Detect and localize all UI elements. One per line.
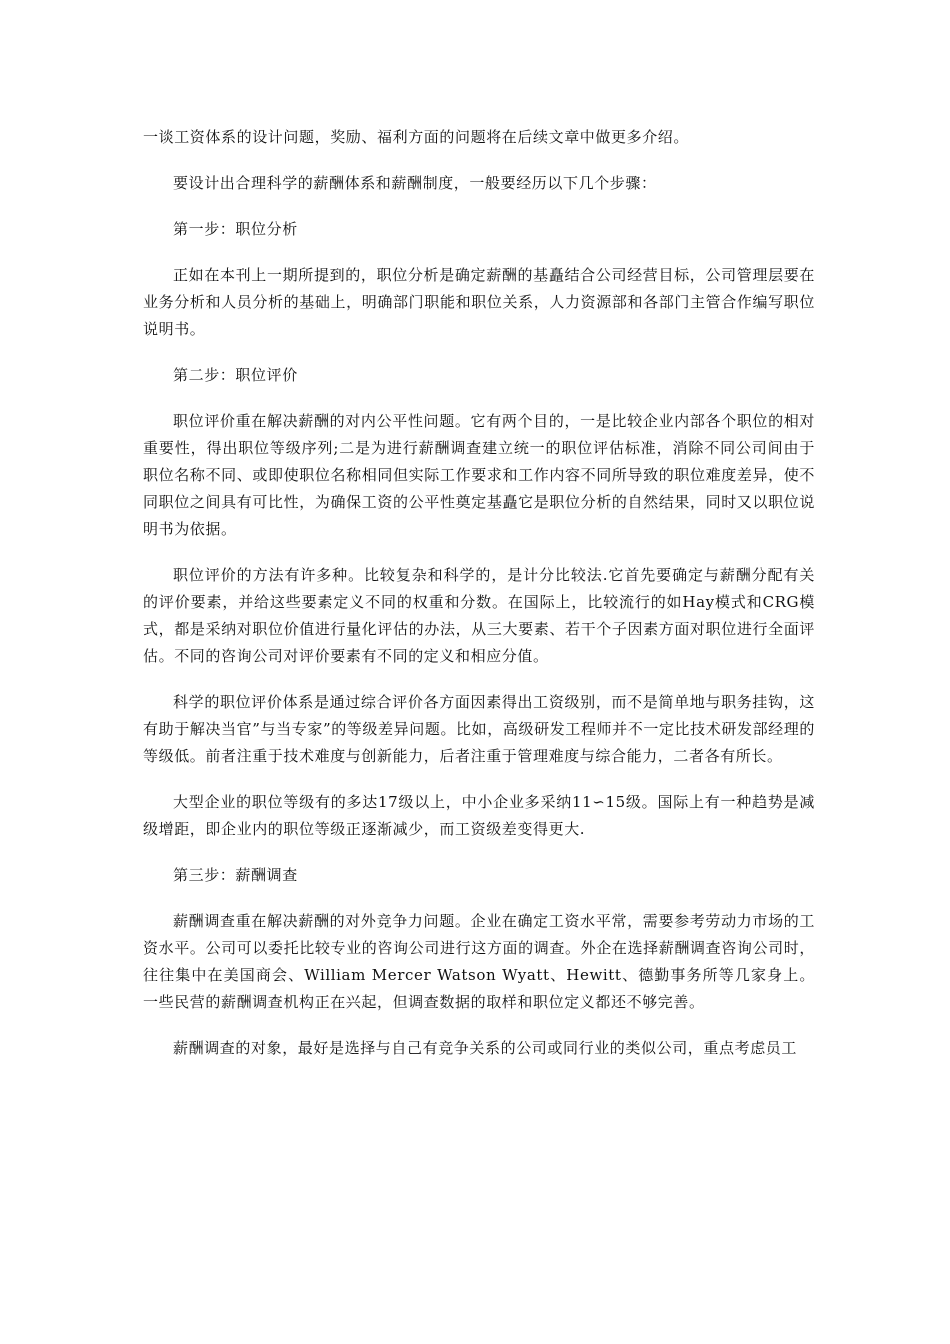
paragraph-job-evaluation-purpose: 职位评价重在解决薪酬的对内公平性问题。它有两个目的，一是比较企业内部各个职位的相对重要性，得出职位等级序列;二是为进行薪酬调查建立统一的职位评估标准，消除不同公司间由于职位名称不同、或即使职位名称相同但实际工作要求和工作内容不同所导致的职位难度差异，使不同职位之间具有可比性，为确保工资的公平性奠定基矗它是职位分析的自然结果，同时又以职位说明书为依据。 xyxy=(143,412,815,538)
paragraph-job-evaluation-system: 科学的职位评价体系是通过综合评价各方面因素得出工资级别，而不是简单地与职务挂钩，这有助于解决当官”与当专家”的等级差异问题。比如，高级研发工程师并不一定比技术研发部经理的等级低。前者注重于技术难度与创新能力，后者注重于管理难度与综合能力，二者各有所长。 xyxy=(143,693,815,765)
paragraph-job-analysis: 正如在本刊上一期所提到的，职位分析是确定薪酬的基矗结合公司经营目标，公司管理层要在业务分析和人员分析的基础上，明确部门职能和职位关系，人力资源部和各部门主管合作编写职位说明书。 xyxy=(143,266,815,338)
paragraph-intro-continuation: 一谈工资体系的设计问题，奖励、福利方面的问题将在后续文章中做更多介绍。 xyxy=(143,128,690,146)
paragraph-steps-intro: 要设计出合理科学的薪酬体系和薪酬制度，一般要经历以下几个步骤： xyxy=(173,174,657,192)
heading-step-three: 第三步：薪酬调查 xyxy=(173,866,298,884)
heading-step-one: 第一步：职位分析 xyxy=(173,220,298,238)
paragraph-job-grades: 大型企业的职位等级有的多达17级以上，中小企业多采纳11∽15级。国际上有一种趋势是减级增距，即企业内的职位等级正逐渐减少，而工资级差变得更大. xyxy=(143,793,815,838)
paragraph-survey-targets: 薪酬调查的对象，最好是选择与自己有竞争关系的公司或同行业的类似公司，重点考虑员工 xyxy=(173,1039,798,1057)
heading-step-two: 第二步：职位评价 xyxy=(173,366,298,384)
paragraph-salary-survey: 薪酬调查重在解决薪酬的对外竞争力问题。企业在确定工资水平常，需要参考劳动力市场的工资水平。公司可以委托比较专业的咨询公司进行这方面的调查。外企在选择薪酬调查咨询公司时，往往集中在美国商会、William Mercer Watson Wyatt、Hewitt、德勤事务所等几家身上。一些民营的薪酬调查机构正在兴起，但调查数据的取样和职位定义都还不够完善。 xyxy=(143,912,815,1011)
document-body xyxy=(143,124,815,1081)
paragraph-job-evaluation-methods: 职位评价的方法有许多种。比较复杂和科学的，是计分比较法.它首先要确定与薪酬分配有关的评价要素，并给这些要素定义不同的权重和分数。在国际上，比较流行的如Hay模式和CRG模式，都是采纳对职位价值进行量化评估的办法，从三大要素、若干个子因素方面对职位进行全面评估。不同的咨询公司对评价要素有不同的定义和相应分值。 xyxy=(143,566,815,665)
